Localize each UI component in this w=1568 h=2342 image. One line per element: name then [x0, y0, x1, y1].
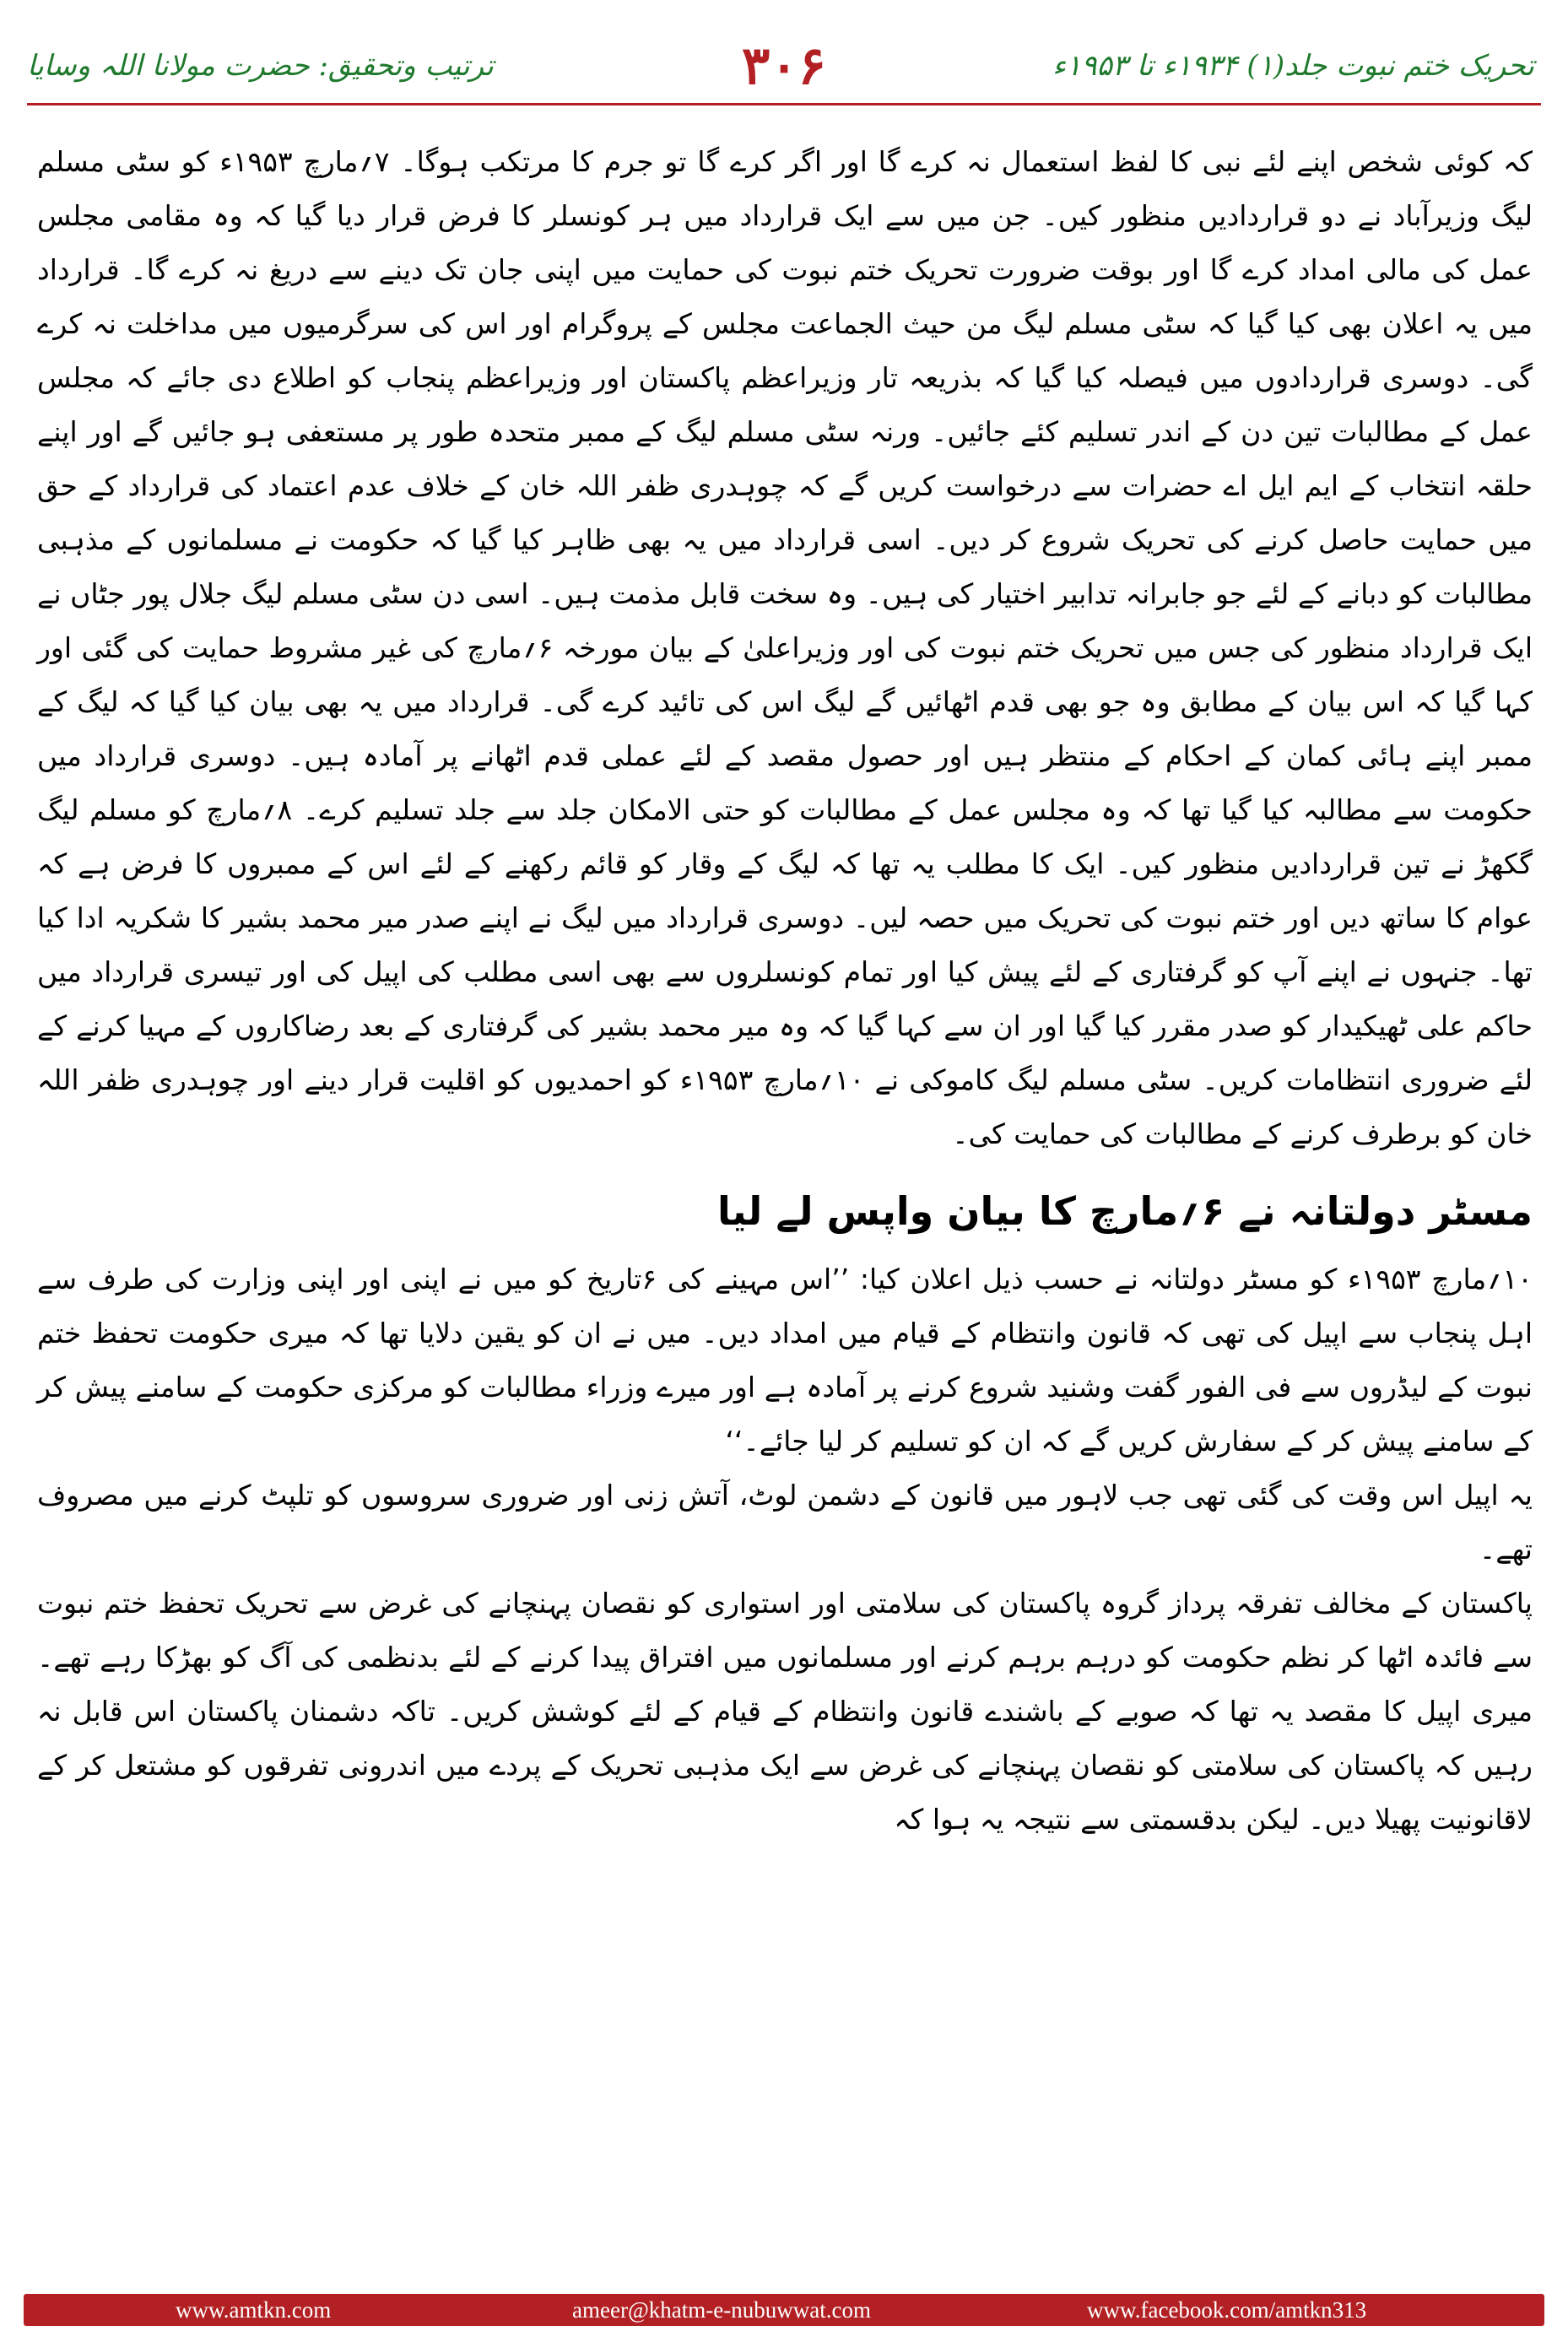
page-body [37, 135, 1533, 1847]
footer-bar [24, 2294, 1544, 2326]
body-paragraph: کہ کوئی شخص اپنے لئے نبی کا لفظ استعمال نہ کرے گا اور اگر کرے گا تو جرم کا مرتکب ہوگا۔ ۷؍مارچ ۱۹۵۳ء کو سٹی مسلم لیگ وزیرآباد نے دو قراردادیں منظور کیں۔ جن میں سے ایک قرارداد میں ہر کونسلر کا فرض قرار دیا گیا کہ وہ مقامی مجلس عمل کی مالی امداد کرے گا اور بوقت ضرورت تحریک ختم نبوت کی حمایت میں اپنی جان تک دینے سے دریغ نہ کرے گا۔ قرارداد میں یہ اعلان بھی کیا گیا کہ سٹی مسلم لیگ من حیث الجماعت مجلس کے پروگرام اور اس کی سرگرمیوں میں مداخلت نہ کرے گی۔ دوسری قراردادوں میں فیصلہ کیا گیا کہ بذریعہ تار وزیراعظم پاکستان اور وزیراعظم پنجاب کو اطلاع دی جائے کہ مجلس عمل کے مطالبات تین دن کے اندر تسلیم کئے جائیں۔ ورنہ سٹی مسلم لیگ کے ممبر متحدہ طور پر مستعفی ہو جائیں گے اور اپنے حلقہ انتخاب کے ایم ایل اے حضرات سے درخواست کریں گے کہ چوہدری ظفر اللہ خان کے خلاف عدم اعتماد کی قرارداد کے حق میں حمایت حاصل کرنے کی تحریک شروع کر دیں۔ اسی قرارداد میں یہ بھی ظاہر کیا گیا کہ حکومت نے مسلمانوں کے مذہبی مطالبات کو دبانے کے لئے جو جابرانہ تدابیر اختیار کی ہیں۔ وہ سخت قابل مذمت ہیں۔ اسی دن سٹی مسلم لیگ جلال پور جٹاں نے ایک قرارداد منظور کی جس میں تحریک ختم نبوت کی اور وزیراعلیٰ کے بیان مورخہ ۶؍مارچ کی غیر مشروط حمایت کی گئی اور کہا گیا کہ اس بیان کے مطابق وہ جو بھی قدم اٹھائیں گے لیگ اس کی تائید کرے گی۔ قرارداد میں یہ بھی بیان کیا گیا کہ لیگ کے ممبر اپنے ہائی کمان کے احکام کے منتظر ہیں اور حصول مقصد کے لئے عملی قدم اٹھانے پر آمادہ ہیں۔ دوسری قرارداد میں حکومت سے مطالبہ کیا گیا تھا کہ وہ مجلس عمل کے مطالبات کو حتی الامکان جلد سے جلد تسلیم کرے۔ ۸؍مارچ کو مسلم لیگ گکھڑ نے تین قراردادیں منظور کیں۔ ایک کا مطلب یہ تھا کہ لیگ کے وقار کو قائم رکھنے کے لئے اس کے ممبروں کا فرض ہے کہ عوام کا ساتھ دیں اور ختم نبوت کی تحریک میں حصہ لیں۔ دوسری قرارداد میں لیگ نے اپنے صدر میر محمد بشیر کا شکریہ ادا کیا تھا۔ جنہوں نے اپنے آپ کو گرفتاری کے لئے پیش کیا اور تمام کونسلروں سے بھی اسی مطلب کی اپیل کی اور تیسری قرارداد میں حاکم علی ٹھیکیدار کو صدر مقرر کیا گیا اور ان سے کہا گیا کہ وہ میر محمد بشیر کی گرفتاری کے بعد رضاکاروں کے مہیا کرنے کے لئے ضروری انتظامات کریں۔ سٹی مسلم لیگ کاموکی نے ۱۰؍مارچ ۱۹۵۳ء کو احمدیوں کو اقلیت قرار دینے اور چوہدری ظفر اللہ خان کو برطرف کرنے کے مطالبات کی حمایت کی۔ [37, 145, 1533, 1150]
body-paragraph: یہ اپیل اس وقت کی گئی تھی جب لاہور میں قانون کے دشمن لوٹ، آتش زنی اور ضروری سروسوں کو تلپٹ کرنے میں مصروف تھے۔ [37, 1479, 1533, 1566]
page-number: ۳۰۶ [742, 35, 826, 96]
footer-website-link[interactable]: www.amtkn.com [176, 2297, 332, 2323]
section-heading: مسٹر دولتانہ نے ۶؍مارچ کا بیان واپس لے لیا [716, 1188, 1533, 1234]
body-paragraph: پاکستان کے مخالف تفرقہ پرداز گروہ پاکستان کی سلامتی اور استواری کو نقصان پہنچانے کی غرض سے تحریک تحفظ ختم نبوت سے فائدہ اٹھا کر نظم حکومت کو درہم برہم کرنے اور مسلمانوں میں افتراق پیدا کرنے کے لئے بدنظمی کی آگ کو بھڑکا رہے تھے۔ میری اپیل کا مقصد یہ تھا کہ صوبے کے باشندے قانون وانتظام کے قیام کے لئے کوشش کریں۔ تاکہ دشمنان پاکستان اس قابل نہ رہیں کہ پاکستان کی سلامتی کو نقصان پہنچانے کی غرض سے ایک مذہبی تحریک کے پردے میں اندرونی تفرقوں کو مشتعل کر کے لاقانونیت پھیلا دیں۔ لیکن بدقسمتی سے نتیجہ یہ ہوا کہ [37, 1587, 1533, 1836]
header-divider [27, 103, 1541, 105]
footer-email-link[interactable]: ameer@khatm-e-nubuwwat.com [572, 2297, 871, 2323]
body-paragraph: ۱۰؍مارچ ۱۹۵۳ء کو مسٹر دولتانہ نے حسب ذیل اعلان کیا: ’’اس مہینے کی ۶تاریخ کو میں نے اپنی اور اپنی وزارت کی طرف سے اہل پنجاب سے اپیل کی تھی کہ قانون وانتظام کے قیام میں امداد دیں۔ میں نے ان کو یقین دلایا تھا کہ میری حکومت تحفظ ختم نبوت کے لیڈروں سے فی الفور گفت وشنید شروع کرنے پر آمادہ ہے اور میرے وزراء مطالبات کو مرکزی حکومت کے سامنے پیش کر کے سامنے پیش کر کے سفارش کریں گے کہ ان کو تسلیم کر لیا جائے۔‘‘ [37, 1263, 1533, 1458]
footer-facebook-link[interactable]: www.facebook.com/amtkn313 [1087, 2297, 1367, 2323]
header-compiler: ترتیب وتحقیق: حضرت مولانا اللہ وسایا [27, 49, 494, 83]
header-book-title: تحریک ختم نبوت جلد(۱) ۱۹۳۴ء تا ۱۹۵۳ء [1052, 49, 1534, 83]
